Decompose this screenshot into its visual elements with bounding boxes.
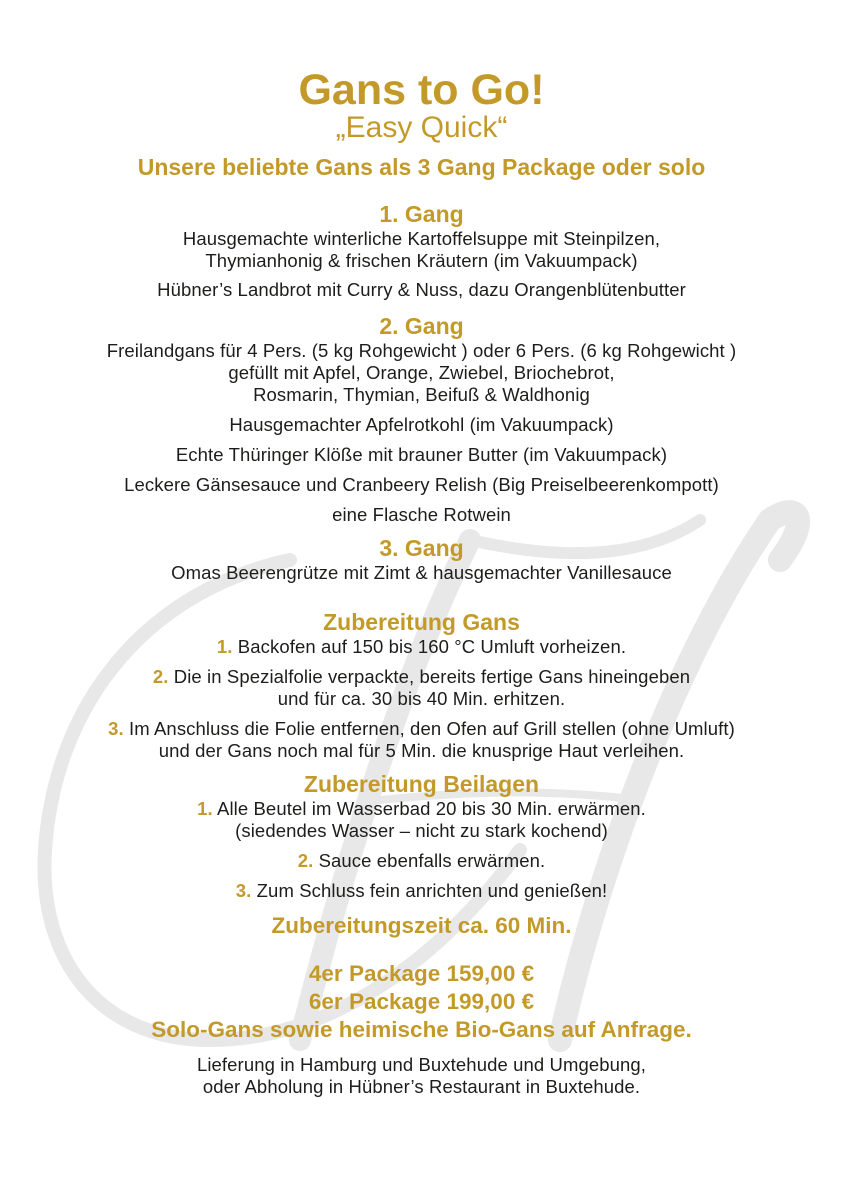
- preparation-goose-heading: Zubereitung Gans: [323, 609, 520, 635]
- price-4er-package: 4er Package 159,00 €: [308, 961, 535, 986]
- course-3-heading: 3. Gang: [379, 535, 464, 561]
- course-2-line: Echte Thüringer Klöße mit brauner Butter (im Vakuumpack): [175, 444, 668, 465]
- step-text: Die in Spezialfolie verpackte, bereits fertige Gans hineingeben: [173, 666, 691, 687]
- delivery-info: [0, 1054, 843, 1098]
- course-2-line: Freilandgans für 4 Pers. (5 kg Rohgewicht ) oder 6 Pers. (6 kg Rohgewicht ): [106, 340, 737, 361]
- course-1-line: Thymianhonig & frischen Kräutern (im Vakuumpack): [205, 250, 638, 271]
- step-text-continued: (siedendes Wasser – nicht zu stark kochend): [235, 820, 608, 841]
- step-text: Backofen auf 150 bis 160 °C Umluft vorheizen.: [237, 636, 627, 657]
- course-2-line: eine Flasche Rotwein: [332, 504, 511, 525]
- preparation-goose: [0, 608, 843, 762]
- step-number: 2.: [297, 850, 314, 871]
- step-number: 2.: [152, 666, 169, 687]
- preparation-sides: [0, 770, 843, 902]
- step-number: 3.: [235, 880, 252, 901]
- step-number: 3.: [108, 718, 124, 739]
- course-3-line: Omas Beerengrütze mit Zimt & hausgemachter Vanillesauce: [171, 562, 672, 583]
- step-text: Sauce ebenfalls erwärmen.: [318, 850, 546, 871]
- course-1-line: Hübner’s Landbrot mit Curry & Nuss, dazu Orangenblütenbutter: [157, 279, 686, 300]
- delivery-line: oder Abholung in Hübner’s Restaurant in Buxtehude.: [202, 1076, 641, 1097]
- preparation-step: [0, 798, 843, 820]
- preparation-time: Zubereitungszeit ca. 60 Min.: [271, 913, 572, 938]
- step-text: Alle Beutel im Wasserbad 20 bis 30 Min. erwärmen.: [217, 798, 646, 819]
- step-number: 1.: [197, 798, 213, 819]
- step-text: Im Anschluss die Folie entfernen, den Ofen auf Grill stellen (ohne Umluft): [129, 718, 735, 739]
- pricing: [0, 960, 843, 1044]
- course-1: [0, 200, 843, 301]
- tagline: Unsere beliebte Gans als 3 Gang Package oder solo: [137, 154, 706, 180]
- delivery-line: Lieferung in Hamburg und Buxtehude und Umgebung,: [196, 1054, 647, 1075]
- preparation-step: [0, 880, 843, 902]
- preparation-step: [0, 636, 843, 658]
- preparation-step: [0, 850, 843, 872]
- preparation-step: [0, 718, 843, 740]
- step-text-continued: und für ca. 30 bis 40 Min. erhitzen.: [277, 688, 566, 709]
- step-text: Zum Schluss fein anrichten und genießen!: [256, 880, 608, 901]
- course-1-heading: 1. Gang: [379, 201, 464, 227]
- preparation-sides-heading: Zubereitung Beilagen: [303, 771, 540, 797]
- step-text-continued: und der Gans noch mal für 5 Min. die knusprige Haut verleihen.: [158, 740, 685, 761]
- course-2-line: gefüllt mit Apfel, Orange, Zwiebel, Briochebrot,: [228, 362, 615, 383]
- course-3: [0, 534, 843, 584]
- course-2: [0, 312, 843, 526]
- price-6er-package: 6er Package 199,00 €: [308, 989, 535, 1014]
- page-title: Gans to Go!: [298, 66, 545, 114]
- preparation-step: [0, 666, 843, 688]
- page-subtitle: „Easy Quick“: [335, 111, 508, 144]
- course-1-line: Hausgemachte winterliche Kartoffelsuppe mit Steinpilzen,: [182, 228, 661, 249]
- course-2-line: Leckere Gänsesauce und Cranbeery Relish (Big Preiselbeerenkompott): [124, 474, 719, 495]
- course-2-line: Hausgemachter Apfelrotkohl (im Vakuumpack): [229, 414, 614, 435]
- course-2-heading: 2. Gang: [379, 313, 464, 339]
- solo-goose-note: Solo-Gans sowie heimische Bio-Gans auf Anfrage.: [151, 1017, 692, 1042]
- course-2-line: Rosmarin, Thymian, Beifuß & Waldhonig: [253, 384, 590, 405]
- step-number: 1.: [216, 636, 233, 657]
